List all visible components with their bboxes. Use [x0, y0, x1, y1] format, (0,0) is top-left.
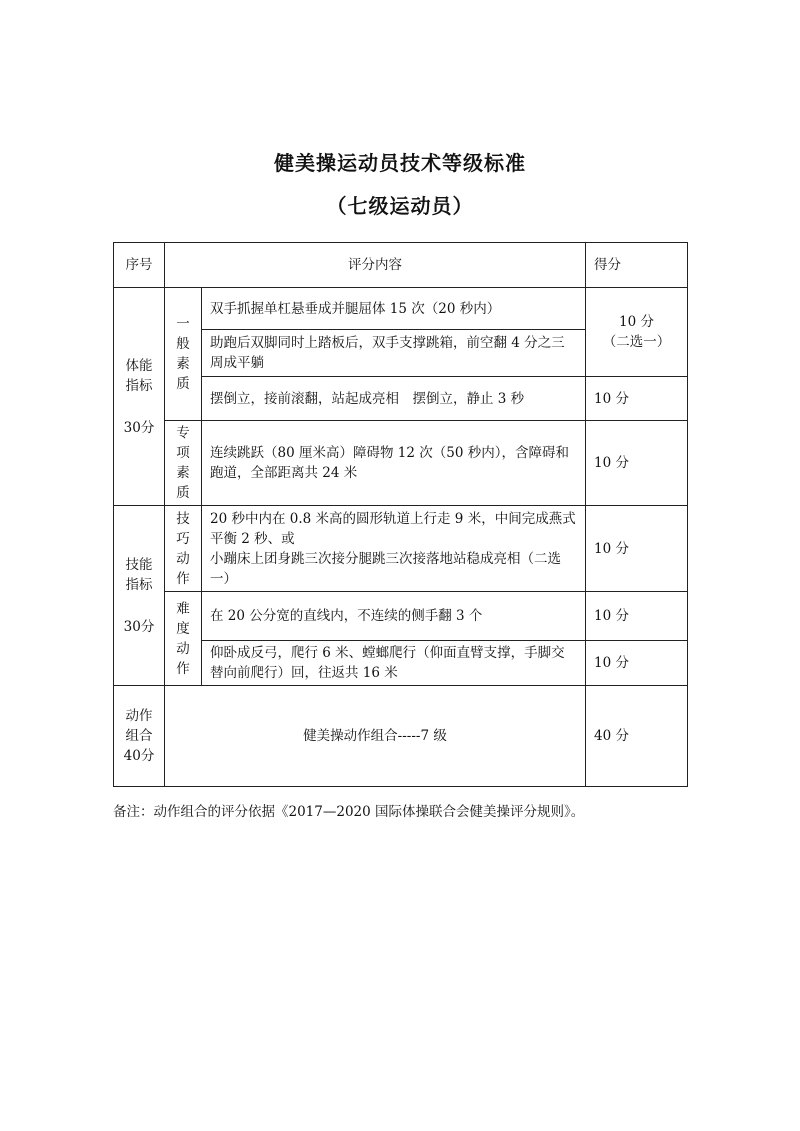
combination-label: 动作组合	[125, 708, 153, 744]
choice-score-value: 10 分	[619, 314, 654, 330]
skill-category	[114, 506, 165, 686]
physical-item-4-score: 10 分	[586, 421, 688, 506]
difficulty-item-2: 仰卧成反弓，爬行 6 米、螳螂爬行（仰面直臂支撑，手脚交替向前爬行）回，往返共 16 米	[202, 641, 586, 686]
table-header-row	[114, 243, 688, 288]
skill-score: 30分	[123, 618, 155, 635]
skill-label: 技能指标	[125, 556, 153, 593]
physical-item-3-score: 10 分	[586, 377, 688, 421]
physical-choice-score	[586, 288, 688, 377]
technique-score: 10 分	[586, 506, 688, 592]
physical-item-2: 助跑后双脚同时上踏板后，双手支撑跳箱，前空翻 4 分之三周成平躺	[202, 330, 586, 377]
general-quality-cell	[165, 288, 202, 421]
header-seq: 序号	[114, 243, 165, 288]
footnote: 备注：动作组合的评分依据《2017—2020 国际体操联合会健美操评分规则》。	[113, 804, 585, 820]
combination-score-label: 40分	[123, 748, 155, 764]
physical-item-3: 摆倒立，接前滚翻，站起成亮相 摆倒立，静止 3 秒	[202, 377, 586, 421]
technique-item	[202, 506, 586, 592]
difficulty-cell	[165, 592, 202, 686]
technique-item-line1: 20 秒中内在 0.8 米高的圆形轨道上行走 9 米，中间完成燕式平衡 2 秒、或	[210, 510, 576, 547]
choice-score-note: （二选一）	[602, 334, 671, 350]
special-quality-cell	[165, 421, 202, 506]
physical-label: 体能指标	[125, 357, 153, 394]
general-quality-label: 一般素质	[176, 316, 190, 392]
table-row	[114, 506, 688, 592]
header-score: 得分	[586, 243, 688, 288]
physical-score: 30分	[123, 419, 155, 436]
technique-cell	[165, 506, 202, 592]
combination-content: 健美操动作组合-----7 级	[165, 686, 586, 787]
grading-table	[113, 242, 688, 787]
difficulty-label: 难度动作	[176, 600, 190, 677]
table-row	[114, 288, 688, 330]
physical-item-4: 连续跳跃（80 厘米高）障碍物 12 次（50 秒内），含障碍和跑道，全部距离共 24 米	[202, 421, 586, 506]
difficulty-item-1: 在 20 公分宽的直线内，不连续的侧手翻 3 个	[202, 592, 586, 641]
document-title: 健美操运动员技术等级标准	[274, 151, 526, 175]
table-row	[114, 592, 688, 641]
physical-category	[114, 288, 165, 506]
header-content: 评分内容	[165, 243, 586, 288]
document-subtitle: （七级运动员）	[326, 194, 474, 218]
technique-item-line2: 小蹦床上团身跳三次接分腿跳三次接落地站稳成亮相（二选一）	[210, 550, 561, 587]
difficulty-item-1-score: 10 分	[586, 592, 688, 641]
special-quality-label: 专项素质	[176, 425, 190, 501]
combination-category	[114, 686, 165, 787]
table-row	[114, 686, 688, 787]
table-row	[114, 421, 688, 506]
physical-item-1: 双手抓握单杠悬垂成并腿屈体 15 次（20 秒内）	[202, 288, 586, 330]
difficulty-item-2-score: 10 分	[586, 641, 688, 686]
combination-points: 40 分	[586, 686, 688, 787]
technique-label: 技巧动作	[176, 510, 190, 587]
